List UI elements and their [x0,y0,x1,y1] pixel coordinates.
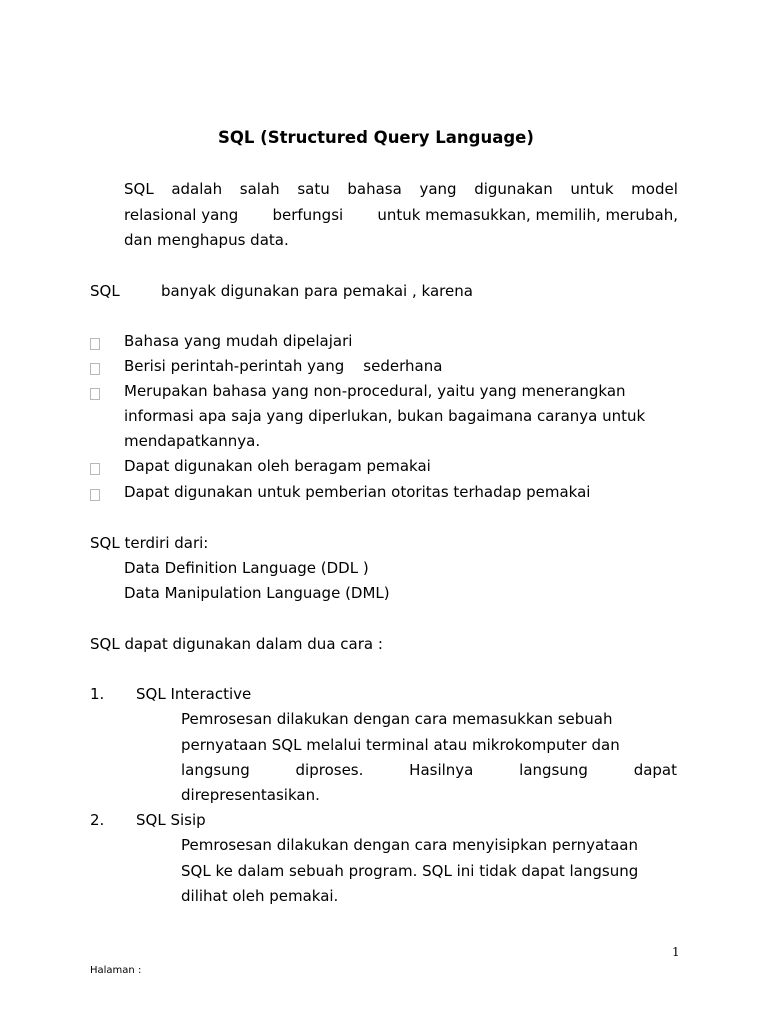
intro-phrase: relasional yang [124,206,239,224]
usage-label: SQL [90,282,120,300]
component-item: Data Definition Language (DDL ) [124,559,369,577]
intro-line-1 [124,179,678,199]
mode-description-word: langsung [181,761,250,779]
mode-description-word: langsung [519,761,588,779]
bullet-icon [90,463,100,475]
intro-word: bahasa [347,180,402,198]
page-footer: Halaman : [90,965,142,976]
bullet-icon [90,489,100,501]
reason-item: Merupakan bahasa yang non-procedural, yaitu yang menerangkan [124,382,626,400]
mode-description-line: Pemrosesan dilakukan dengan cara menyisipkan pernyataan [181,836,638,854]
intro-phrase: berfungsi [272,206,344,224]
reason-item-continuation: informasi apa saja yang diperlukan, bukan bagaimana caranya untuk [124,407,646,425]
mode-name: SQL Interactive [136,685,252,703]
intro-word: digunakan [474,180,553,198]
intro-phrase: untuk memasukkan, memilih, merubah, [377,206,678,224]
intro-word: salah [239,180,280,198]
mode-number: 1. [90,685,105,703]
mode-description-word: Hasilnya [409,761,474,779]
mode-name: SQL Sisip [136,811,206,829]
page-number: 1 [672,945,680,959]
intro-word: model [631,180,678,198]
intro-word: yang [419,180,457,198]
mode-number: 2. [90,811,105,829]
modes-heading: SQL dapat digunakan dalam dua cara : [90,635,383,653]
mode-description-word: dapat [633,761,677,779]
intro-word: SQL [124,180,154,198]
mode-description-line: pernyataan SQL melalui terminal atau mikrokomputer dan [181,736,620,754]
reason-item: Dapat digunakan untuk pemberian otoritas terhadap pemakai [124,483,591,501]
reason-item: Bahasa yang mudah dipelajari [124,332,353,350]
mode-description-line: dilihat oleh pemakai. [181,887,339,905]
components-heading: SQL terdiri dari: [90,534,209,552]
mode-description-line: direpresentasikan. [181,786,320,804]
bullet-icon [90,388,100,400]
reason-item-continuation: mendapatkannya. [124,432,261,450]
reason-item: Dapat digunakan oleh beragam pemakai [124,457,431,475]
bullet-icon [90,363,100,375]
intro-word: adalah [171,180,223,198]
intro-line-2 [124,205,678,225]
mode-description-line: SQL ke dalam sebuah program. SQL ini tidak dapat langsung [181,862,639,880]
document-title: SQL (Structured Query Language) [218,128,534,147]
intro-word: untuk [570,180,614,198]
bullet-icon [90,338,100,350]
reason-item: Berisi perintah-perintah yang sederhana [124,357,443,375]
intro-word: satu [297,180,330,198]
intro-line-3: dan menghapus data. [124,231,289,249]
mode-description-word: diproses. [295,761,364,779]
mode-description-line: Pemrosesan dilakukan dengan cara memasukkan sebuah [181,710,613,728]
mode-description-line [181,760,677,780]
component-item: Data Manipulation Language (DML) [124,584,390,602]
usage-text: banyak digunakan para pemakai , karena [161,282,473,300]
